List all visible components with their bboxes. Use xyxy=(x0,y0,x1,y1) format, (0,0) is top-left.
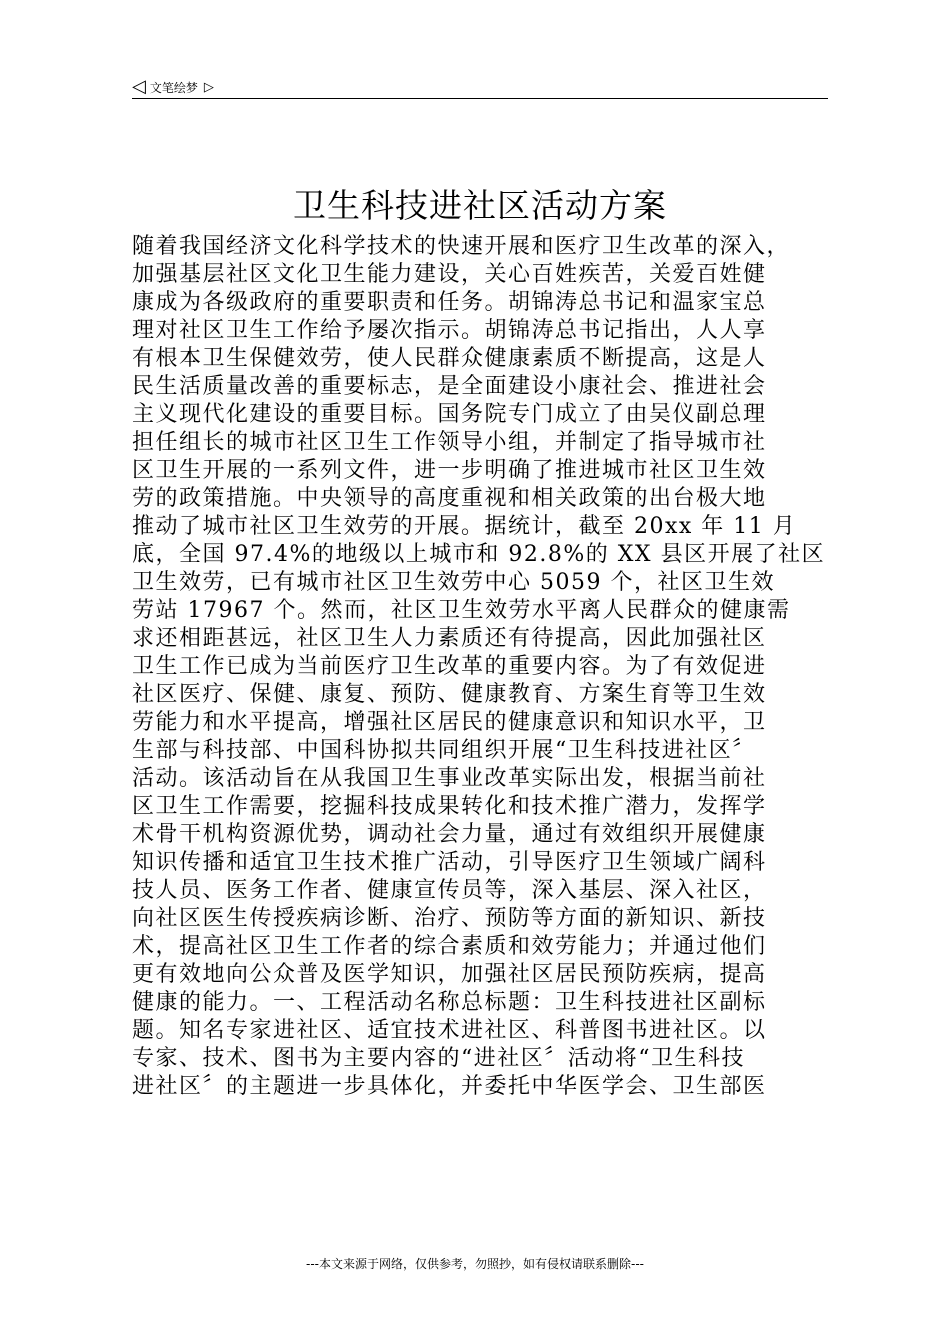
body-line: 向社区医生传授疾病诊断、治疗、预防等方面的新知识、新技 xyxy=(132,906,767,931)
body-line: 社区医疗、保健、康复、预防、健康教育、方案生育等卫生效 xyxy=(132,682,767,707)
body-line: 术骨干机构资源优势，调动社会力量，通过有效组织开展健康 xyxy=(132,822,767,847)
body-line: 担任组长的城市社区卫生工作领导小组，并制定了指导城市社 xyxy=(132,430,767,455)
body-line: 进社区〞的主题进一步具体化，并委托中华医学会、卫生部医 xyxy=(132,1074,767,1099)
body-line: 理对社区卫生工作给予屡次指示。胡锦涛总书记指出，人人享 xyxy=(132,318,767,343)
body-line: 专家、技术、图书为主要内容的“进社区〞活动将“卫生科技 xyxy=(132,1046,745,1071)
body-line: 健康的能力。一、工程活动名称总标题：卫生科技进社区副标 xyxy=(132,990,767,1015)
body-line: 随着我国经济文化科学技术的快速开展和医疗卫生改革的深入， xyxy=(132,234,791,259)
page-header xyxy=(132,76,828,98)
body-line: 更有效地向公众普及医学知识，加强社区居民预防疾病，提高 xyxy=(132,962,767,987)
document-body xyxy=(132,233,828,1101)
right-triangle-icon: ▷ xyxy=(203,79,214,95)
body-line: 劳能力和水平提高，增强社区居民的健康意识和知识水平，卫 xyxy=(132,710,767,735)
body-line: 知识传播和适宜卫生技术推广活动，引导医疗卫生领域广阔科 xyxy=(132,850,767,875)
body-line: 求还相距甚远，社区卫生人力素质还有待提高，因此加强社区 xyxy=(132,626,767,651)
body-line: 劳的政策措施。中央领导的高度重视和相关政策的出台极大地 xyxy=(132,486,767,511)
body-line: 加强基层社区文化卫生能力建设，关心百姓疾苦，关爱百姓健 xyxy=(132,262,767,287)
body-line: 技人员、医务工作者、健康宣传员等，深入基层、深入社区， xyxy=(132,878,767,903)
body-line: 主义现代化建设的重要目标。国务院专门成立了由吴仪副总理 xyxy=(132,402,767,427)
body-line: 推动了城市社区卫生效劳的开展。据统计，截至 20xx 年 11 月 xyxy=(132,514,797,539)
body-line: 康成为各级政府的重要职责和任务。胡锦涛总书记和温家宝总 xyxy=(132,290,767,315)
header-brand: 文笔绘梦 xyxy=(149,80,198,95)
body-line: 生部与科技部、中国科协拟共同组织开展“卫生科技进社区〞 xyxy=(132,738,756,763)
body-line: 卫生效劳，已有城市社区卫生效劳中心 5059 个，社区卫生效 xyxy=(132,570,775,595)
body-line: 劳站 17967 个。然而，社区卫生效劳水平离人民群众的健康需 xyxy=(132,598,791,623)
document-title: 卫生科技进社区活动方案 xyxy=(293,186,667,225)
body-line: 区卫生开展的一系列文件，进一步明确了推进城市社区卫生效 xyxy=(132,458,767,483)
body-line: 底，全国 97.4%的地级以上城市和 92.8%的 XX 县区开展了社区 xyxy=(132,542,826,567)
body-line: 术，提高社区卫生工作者的综合素质和效劳能力；并通过他们 xyxy=(132,934,767,959)
body-line: 卫生工作已成为当前医疗卫生改革的重要内容。为了有效促进 xyxy=(132,654,767,679)
body-line: 题。知名专家进社区、适宜技术进社区、科普图书进社区。以 xyxy=(132,1018,767,1043)
body-line: 有根本卫生保健效劳，使人民群众健康素质不断提高，这是人 xyxy=(132,346,767,371)
body-line: 区卫生工作需要，挖掘科技成果转化和技术推广潜力，发挥学 xyxy=(132,794,767,819)
left-triangle-icon: ◁ xyxy=(132,76,146,97)
body-line: 民生活质量改善的重要标志，是全面建设小康社会、推进社会 xyxy=(132,374,767,399)
header-rule xyxy=(132,98,828,99)
footer-disclaimer: ---本文来源于网络，仅供参考，勿照抄，如有侵权请联系删除--- xyxy=(306,1257,644,1271)
body-line: 活动。该活动旨在从我国卫生事业改革实际出发，根据当前社 xyxy=(132,766,767,791)
